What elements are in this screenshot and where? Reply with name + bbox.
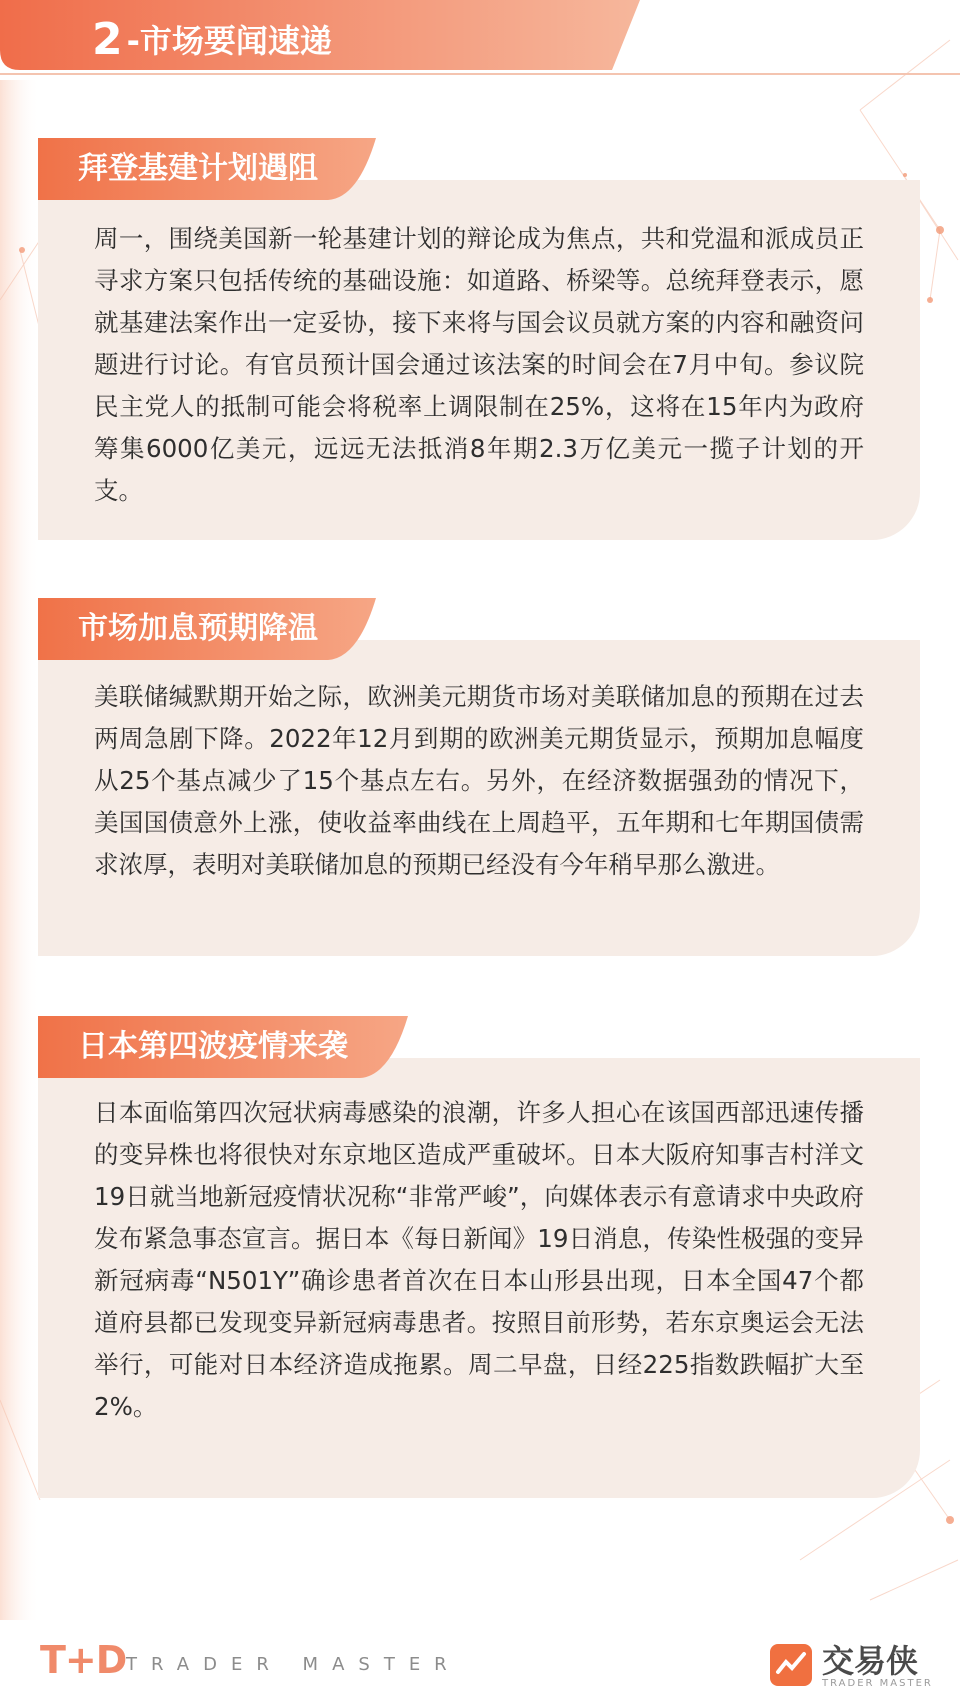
news-body: 日本面临第四次冠状病毒感染的浪潮，许多人担心在该国西部迅速传播的变异株也将很快对东京地区造成严重破坏。日本大阪府知事吉村洋文19日就当地新冠疫情状况称“非常严峻”，向媒体表示有意请求中央政府发布紧急事态宣言。据日本《每日新闻》19日消息，传染性极强的变异新冠病毒“N501Y”确诊患者首次在日本山形县出现，日本全国47个都道府县都已发现变异新冠病毒患者。按照目前形势，若东京奥运会无法举行，可能对日本经济造成拖累。周二早盘，日经225指数跌幅扩大至2%。 [94,1098,864,1421]
news-body: 周一，围绕美国新一轮基建计划的辩论成为焦点，共和党温和派成员正寻求方案只包括传统的基础设施：如道路、桥梁等。总统拜登表示，愿就基建法案作出一定妥协，接下来将与国会议员就方案的内容和融资问题进行讨论。有官员预计国会通过该法案的时间会在7月中旬。参议院民主党人的抵制可能会将税率上调限制在25%，这将在15年内为政府筹集6000亿美元，远远无法抵消8年期2.3万亿美元一揽子计划的开支。 [94,224,864,505]
footer [0,1630,960,1706]
section-number: 2 [92,13,123,65]
news-card [38,640,920,956]
news-tag-label: 拜登基建计划遇阻 [78,151,318,186]
news-card [38,1058,920,1498]
news-section [38,598,920,956]
news-body: 美联储缄默期开始之际，欧洲美元期货市场对美联储加息的预期在过去两周急剧下降。2022年12月到期的欧洲美元期货显示，预期加息幅度从25个基点减少了15个基点左右。另外，在经济数据强劲的情况下，美国国债意外上涨，使收益率曲线在上周趋平，五年期和七年期国债需求浓厚，表明对美联储加息的预期已经没有今年稍早那么激进。 [94,682,864,879]
footer-tagline: TRADER MASTER [126,1654,461,1675]
brand-logo-icon [770,1644,812,1686]
news-section [38,138,920,540]
section-header [0,0,960,78]
news-tag-label: 日本第四波疫情来袭 [78,1029,348,1064]
brand-subtitle: TRADER MASTER [822,1678,933,1689]
page-title: -市场要闻速递 [126,22,332,60]
news-section [38,1016,920,1498]
news-card [38,180,920,540]
brand-name: 交易侠 [822,1642,919,1680]
td-logo: T+D [40,1638,127,1682]
news-tag-label: 市场加息预期降温 [78,611,318,646]
